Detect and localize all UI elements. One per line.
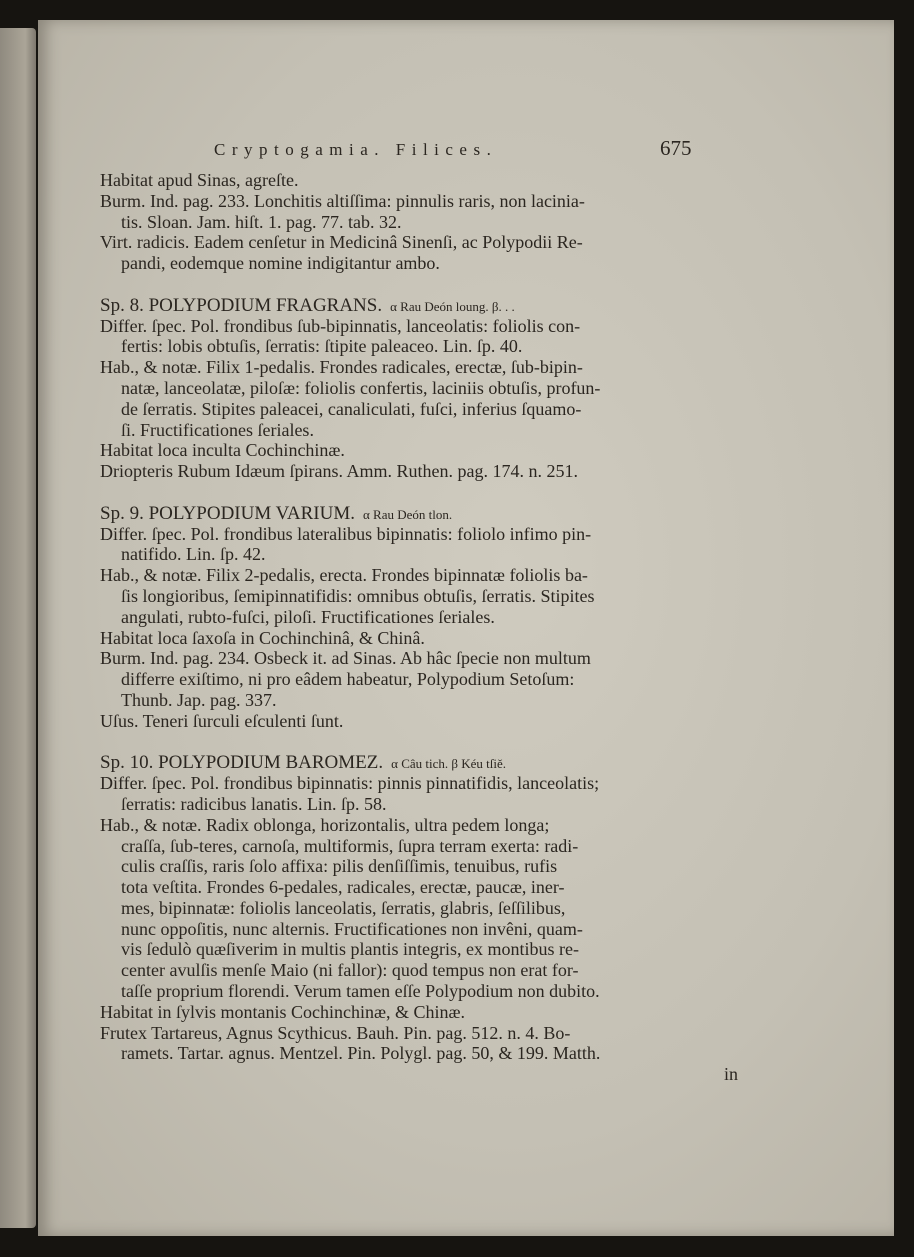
text-line <box>100 794 740 815</box>
text-line <box>100 711 740 732</box>
text-line <box>100 669 740 690</box>
line-text: Sp. 9. POLYPODIUM VARIUM. <box>100 502 355 524</box>
line-text: differre exiſtimo, ni pro eâdem habeatur, Polypodium Setoſum: <box>121 669 575 690</box>
line-text: craſſa, ſub-teres, carnoſa, multiformis, ſupra terram exerta: radi- <box>121 835 579 856</box>
line-text: Differ. ſpec. Pol. frondibus ſub-bipinnatis, lanceolatis: foliolis con- <box>100 315 581 336</box>
blank-line <box>100 274 740 295</box>
text-line <box>100 856 740 877</box>
text-line <box>100 939 740 960</box>
line-text: Habitat loca ſaxoſa in Cochinchinâ, & Chinâ. <box>100 627 425 648</box>
text-line <box>100 378 740 399</box>
line-text: ſi. Fructificationes ſeriales. <box>121 419 314 440</box>
line-text: nunc oppoſitis, nunc alternis. Fructificationes non invêni, quam- <box>121 918 583 939</box>
line-text: center avulſis menſe Maio (ni fallor): quod tempus non erat for- <box>121 960 579 981</box>
text-line <box>100 1043 740 1064</box>
line-text: Hab., & notæ. Filix 2-pedalis, erecta. Frondes bipinnatæ foliolis ba- <box>100 565 588 586</box>
text-line <box>100 191 740 212</box>
line-text: Hab., & notæ. Filix 1-pedalis. Frondes radicales, erectæ, ſub-bipin- <box>100 357 583 378</box>
line-text: Burm. Ind. pag. 234. Osbeck it. ad Sinas. Ab hâc ſpecie non multum <box>100 648 591 669</box>
text-line <box>100 919 740 940</box>
text-line <box>100 336 740 357</box>
text-line <box>100 960 740 981</box>
line-text: ſis longioribus, ſemipinnatifidis: omnibus obtuſis, ſerratis. Stipites <box>121 585 595 606</box>
vernacular-names: α Rau Deón loung. β. . . <box>390 298 515 314</box>
line-text: Burm. Ind. pag. 233. Lonchitis altiſſima: pinnulis raris, non lacinia- <box>100 190 585 211</box>
text-line <box>100 607 740 628</box>
text-line <box>100 544 740 565</box>
line-text: natæ, lanceolatæ, piloſæ: foliolis confertis, laciniis obtuſis, profun- <box>121 377 601 398</box>
species-heading <box>100 752 740 773</box>
text-line <box>100 440 740 461</box>
text-line <box>100 1002 740 1023</box>
text-line <box>100 399 740 420</box>
line-text: Habitat apud Sinas, agreſte. <box>100 170 299 190</box>
facing-page-edge <box>0 28 36 1228</box>
text-line <box>100 836 740 857</box>
vernacular-names: α Câu tich. β Kéu tſiě. <box>391 756 507 772</box>
line-text: ramets. Tartar. agnus. Mentzel. Pin. Polygl. pag. 50, & 199. Matth. <box>121 1043 601 1064</box>
line-text: mes, bipinnatæ: foliolis lanceolatis, ſerratis, glabris, ſeſſilibus, <box>121 897 566 918</box>
text-line <box>100 586 740 607</box>
text-line <box>100 981 740 1002</box>
body-text <box>100 170 740 1085</box>
text-line <box>100 690 740 711</box>
text-line <box>100 420 740 441</box>
text-line <box>100 648 740 669</box>
line-text: vis ſedulò quæſiverim in multis plantis integris, ex montibus re- <box>121 939 579 960</box>
text-line <box>100 773 740 794</box>
line-text: Habitat in ſylvis montanis Cochinchinæ, & Chinæ. <box>100 1001 465 1022</box>
line-text: Hab., & notæ. Radix oblonga, horizontalis, ultra pedem longa; <box>100 814 550 835</box>
text-line <box>100 565 740 586</box>
text-line <box>100 461 740 482</box>
blank-line <box>100 732 740 753</box>
line-text: Thunb. Jap. pag. 337. <box>121 689 277 710</box>
line-text: Driopteris Rubum Idæum ſpirans. Amm. Ruthen. pag. 174. n. 251. <box>100 461 578 482</box>
running-head: Cryptogamia. Filices. <box>214 140 498 159</box>
line-text: Frutex Tartareus, Agnus Scythicus. Bauh. Pin. pag. 512. n. 4. Bo- <box>100 1022 571 1043</box>
line-text: Uſus. Teneri ſurculi eſculenti ſunt. <box>100 710 344 731</box>
text-line <box>100 170 740 191</box>
text-line <box>100 357 740 378</box>
text-line <box>100 1023 740 1044</box>
line-text: tis. Sloan. Jam. hiſt. 1. pag. 77. tab. 32. <box>121 211 402 232</box>
line-text: Habitat loca inculta Cochinchinæ. <box>100 440 345 461</box>
text-line <box>100 877 740 898</box>
line-text: pandi, eodemque nomine indigitantur ambo. <box>121 253 440 274</box>
line-text: taſſe proprium florendi. Verum tamen eſſe Polypodium non dubito. <box>121 981 600 1002</box>
line-text: fertis: lobis obtuſis, ſerratis: ſtipite paleaceo. Lin. ſp. 40. <box>121 336 523 357</box>
line-text: de ſerratis. Stipites paleacei, canaliculati, fuſci, inferius ſquamo- <box>121 398 582 419</box>
line-text: angulati, rubto-fuſci, piloſi. Fructificationes ſeriales. <box>121 606 495 627</box>
text-line <box>100 628 740 649</box>
line-text: natifido. Lin. ſp. 42. <box>121 544 266 565</box>
text-line <box>100 898 740 919</box>
text-line <box>100 232 740 253</box>
catchword: in <box>723 1064 738 1085</box>
text-line <box>100 253 740 274</box>
line-text: culis craſſis, raris ſolo affixa: pilis denſiſſimis, tenuibus, rufis <box>121 856 558 877</box>
line-text: Virt. radicis. Eadem cenſetur in Medicinâ Sinenſi, ac Polypodii Re- <box>100 232 583 253</box>
vernacular-names: α Rau Deón tlon. <box>363 506 453 522</box>
line-text: tota veſtita. Frondes 6-pedales, radicales, erectæ, paucæ, iner- <box>121 877 565 898</box>
blank-line <box>100 482 740 503</box>
species-heading <box>100 503 740 524</box>
page-number: 675 <box>660 136 692 160</box>
line-text: Differ. ſpec. Pol. frondibus bipinnatis: pinnis pinnatifidis, lanceolatis; <box>100 773 600 794</box>
line-text: Sp. 8. POLYPODIUM FRAGRANS. <box>100 294 383 316</box>
text-line <box>100 524 740 545</box>
text-line <box>100 815 740 836</box>
text-line <box>100 212 740 233</box>
line-text: Sp. 10. POLYPODIUM BAROMEZ. <box>100 752 384 774</box>
text-line <box>100 316 740 337</box>
species-heading <box>100 295 740 316</box>
page-header <box>38 136 894 170</box>
book-page <box>38 20 894 1236</box>
line-text: ſerratis: radicibus lanatis. Lin. ſp. 58. <box>121 793 387 814</box>
line-text: Differ. ſpec. Pol. frondibus lateralibus bipinnatis: foliolo infimo pin- <box>100 523 592 544</box>
